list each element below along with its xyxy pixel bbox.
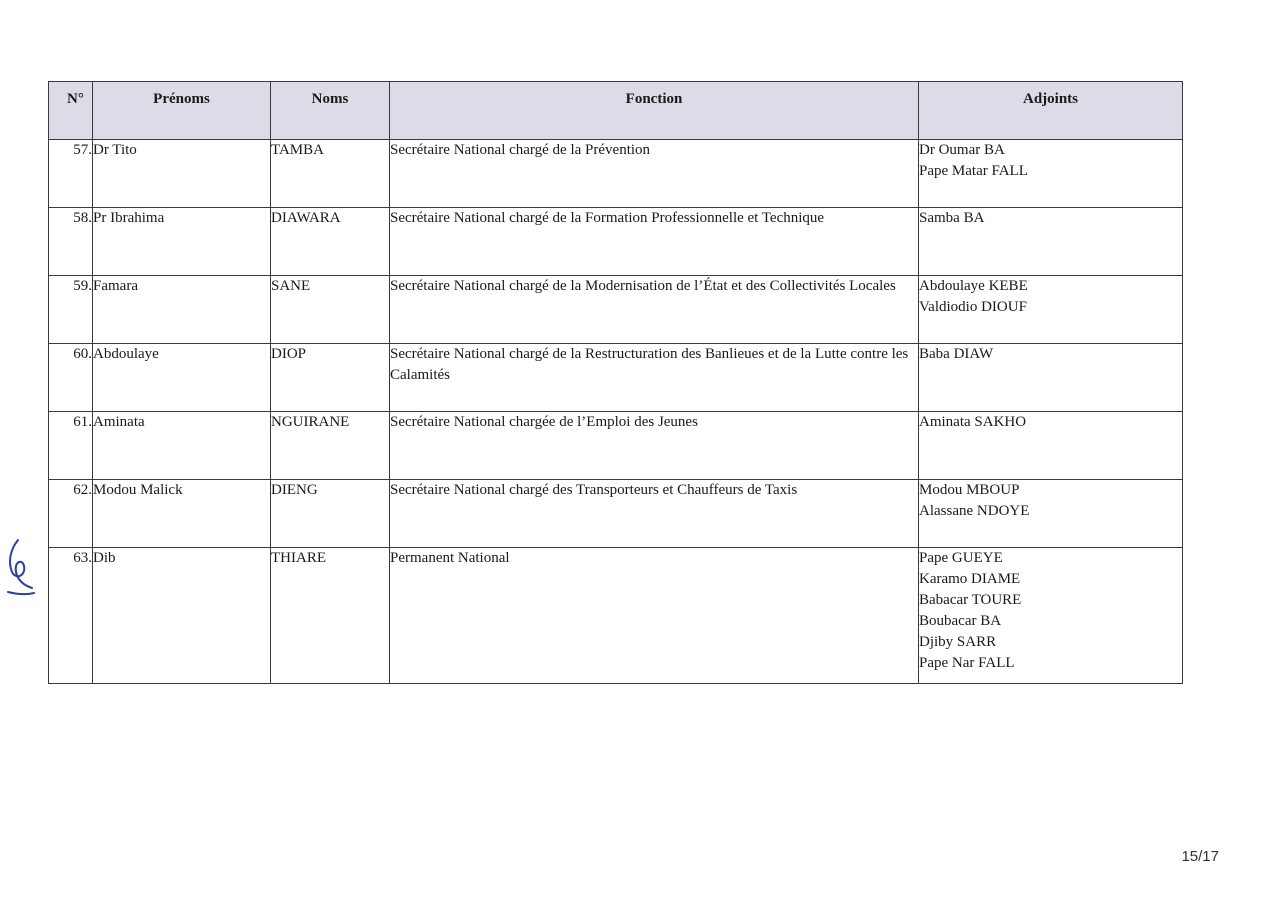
row-lastname: DIAWARA <box>271 208 390 276</box>
adjoint-name: Modou MBOUP <box>919 482 1020 498</box>
adjoint-name: Karamo DIAME <box>919 571 1021 587</box>
table-row <box>49 276 1183 344</box>
page-number: 15/17 <box>1181 848 1219 865</box>
table-header-row <box>49 82 1183 140</box>
row-function: Secrétaire National chargée de l’Emploi des Jeunes <box>390 412 919 480</box>
table-row <box>49 480 1183 548</box>
row-adjoints <box>919 548 1183 684</box>
table-row <box>49 344 1183 412</box>
adjoint-name: Alassane NDOYE <box>919 503 1030 519</box>
adjoint-name: Djiby SARR <box>919 634 997 650</box>
row-function: Secrétaire National chargé des Transporteurs et Chauffeurs de Taxis <box>390 480 919 548</box>
header-adjoints: Adjoints <box>919 82 1183 140</box>
row-function: Secrétaire National chargé de la Modernisation de l’État et des Collectivités Locales <box>390 276 919 344</box>
row-function: Secrétaire National chargé de la Formation Professionnelle et Technique <box>390 208 919 276</box>
header-lastname: Noms <box>271 82 390 140</box>
row-firstname: Abdoulaye <box>93 344 271 412</box>
members-table <box>48 81 1183 684</box>
adjoint-name: Boubacar BA <box>919 613 1002 629</box>
signature-mark <box>4 532 36 622</box>
adjoint-name: Pape Matar FALL <box>919 163 1028 179</box>
row-firstname: Pr Ibrahima <box>93 208 271 276</box>
adjoint-name: Pape Nar FALL <box>919 655 1015 671</box>
adjoint-name: Babacar TOURE <box>919 592 1022 608</box>
row-lastname: THIARE <box>271 548 390 684</box>
row-lastname: SANE <box>271 276 390 344</box>
row-lastname: DIENG <box>271 480 390 548</box>
header-number: N° <box>49 82 93 140</box>
row-lastname: DIOP <box>271 344 390 412</box>
row-firstname: Dib <box>93 548 271 684</box>
adjoint-name: Samba BA <box>919 210 985 226</box>
table-row <box>49 412 1183 480</box>
adjoint-name: Baba DIAW <box>919 346 994 362</box>
row-number: 63. <box>49 548 93 684</box>
row-adjoints <box>919 140 1183 208</box>
row-number: 62. <box>49 480 93 548</box>
table-body <box>49 140 1183 684</box>
table-row <box>49 548 1183 684</box>
row-firstname: Dr Tito <box>93 140 271 208</box>
adjoint-name: Pape GUEYE <box>919 550 1003 566</box>
row-adjoints <box>919 208 1183 276</box>
adjoint-name: Valdiodio DIOUF <box>919 299 1027 315</box>
row-adjoints <box>919 344 1183 412</box>
row-number: 57. <box>49 140 93 208</box>
adjoint-name: Abdoulaye KEBE <box>919 278 1028 294</box>
row-lastname: TAMBA <box>271 140 390 208</box>
row-number: 60. <box>49 344 93 412</box>
row-adjoints <box>919 276 1183 344</box>
row-adjoints <box>919 480 1183 548</box>
row-firstname: Famara <box>93 276 271 344</box>
row-function: Secrétaire National chargé de la Restructuration des Banlieues et de la Lutte contre les Calamités <box>390 344 919 412</box>
header-function: Fonction <box>390 82 919 140</box>
row-firstname: Aminata <box>93 412 271 480</box>
row-lastname: NGUIRANE <box>271 412 390 480</box>
header-firstname: Prénoms <box>93 82 271 140</box>
row-adjoints <box>919 412 1183 480</box>
row-number: 59. <box>49 276 93 344</box>
table-row <box>49 208 1183 276</box>
row-function: Secrétaire National chargé de la Prévention <box>390 140 919 208</box>
row-number: 58. <box>49 208 93 276</box>
adjoint-name: Dr Oumar BA <box>919 142 1005 158</box>
row-function: Permanent National <box>390 548 919 684</box>
row-number: 61. <box>49 412 93 480</box>
table-row <box>49 140 1183 208</box>
adjoint-name: Aminata SAKHO <box>919 414 1027 430</box>
row-firstname: Modou Malick <box>93 480 271 548</box>
